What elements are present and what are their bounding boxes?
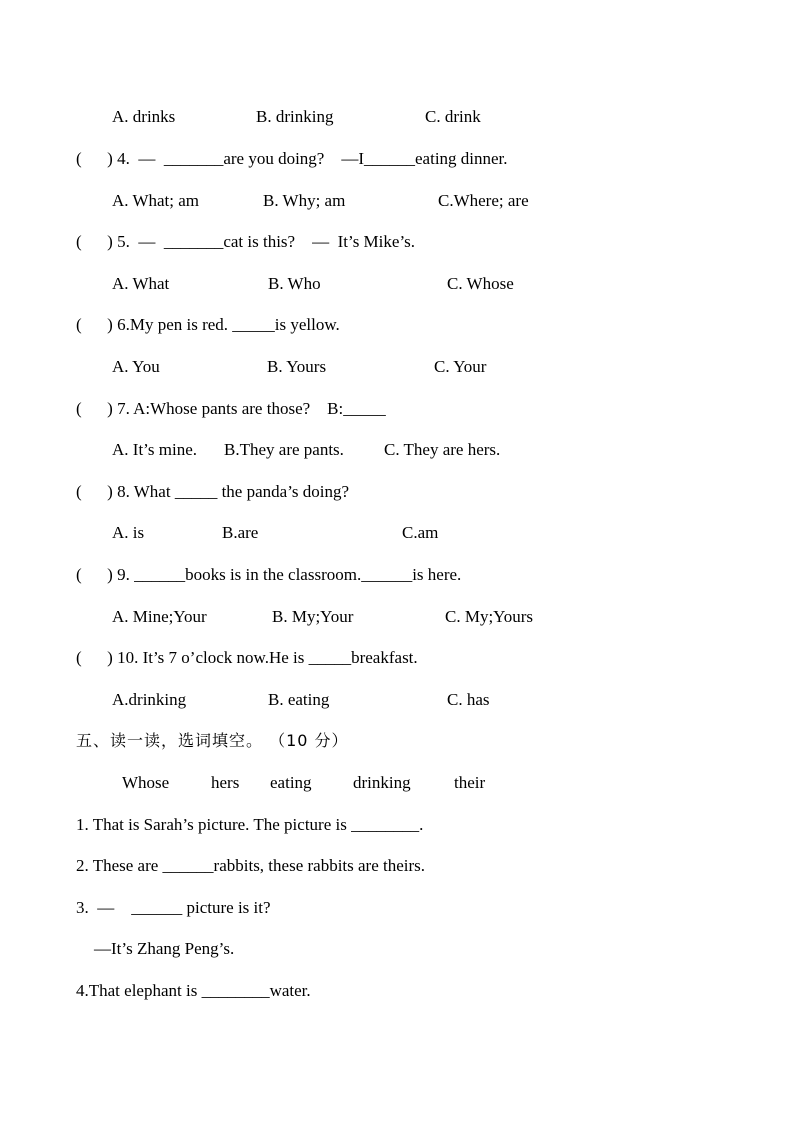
q4-option-b: B. Why; am xyxy=(263,191,346,210)
fill-item-4: 4.That elephant is ________water. xyxy=(76,981,311,1000)
q10-option-a: A.drinking xyxy=(112,690,187,709)
question-10: ( ) 10. It’s 7 o’clock now.He is _____breakfast. xyxy=(76,648,418,667)
q4-option-c: C.Where; are xyxy=(438,191,529,210)
q9-option-a: A. Mine;Your xyxy=(112,607,207,626)
question-4: ( ) 4. — _______are you doing? —I______eating dinner. xyxy=(76,149,508,168)
word-bank-hers: hers xyxy=(211,773,240,792)
q8-option-a: A. is xyxy=(112,523,145,542)
q4-option-a: A. What; am xyxy=(112,191,200,210)
question-5: ( ) 5. — _______cat is this? — It’s Mike’s. xyxy=(76,232,416,251)
q3-option-c: C. drink xyxy=(425,107,481,126)
word-bank-whose: Whose xyxy=(122,773,170,792)
fill-item-3-answer: —It’s Zhang Peng’s. xyxy=(94,939,235,958)
q9-option-b: B. My;Your xyxy=(272,607,354,626)
q6-option-b: B. Yours xyxy=(267,357,327,376)
q3-option-a: A. drinks xyxy=(112,107,176,126)
fill-item-1: 1. That is Sarah’s picture. The picture is ________. xyxy=(76,815,424,834)
q10-option-c: C. has xyxy=(447,690,490,709)
section-5-heading: 五、读一读，选词填空。 （10 分） xyxy=(76,731,349,750)
q7-option-b: B.They are pants. xyxy=(224,440,344,459)
question-7: ( ) 7. A:Whose pants are those? B:_____ xyxy=(76,399,386,418)
word-bank-their: their xyxy=(454,773,486,792)
q5-option-b: B. Who xyxy=(268,274,321,293)
q5-option-a: A. What xyxy=(112,274,170,293)
q9-option-c: C. My;Yours xyxy=(445,607,534,626)
question-6: ( ) 6.My pen is red. _____is yellow. xyxy=(76,315,340,334)
question-8: ( ) 8. What _____ the panda’s doing? xyxy=(76,482,350,501)
q7-option-c: C. They are hers. xyxy=(384,440,501,459)
question-9: ( ) 9. ______books is in the classroom.______is here. xyxy=(76,565,462,584)
word-bank-drinking: drinking xyxy=(353,773,411,792)
q3-option-b: B. drinking xyxy=(256,107,334,126)
q8-option-b: B.are xyxy=(222,523,259,542)
fill-item-3: 3. — ______ picture is it? xyxy=(76,898,271,917)
q7-option-a: A. It’s mine. xyxy=(112,440,197,459)
word-bank-eating: eating xyxy=(270,773,312,792)
fill-item-2: 2. These are ______rabbits, these rabbits are theirs. xyxy=(76,856,426,875)
q5-option-c: C. Whose xyxy=(447,274,514,293)
q6-option-a: A. You xyxy=(112,357,160,376)
q10-option-b: B. eating xyxy=(268,690,330,709)
q6-option-c: C. Your xyxy=(434,357,487,376)
q8-option-c: C.am xyxy=(402,523,439,542)
